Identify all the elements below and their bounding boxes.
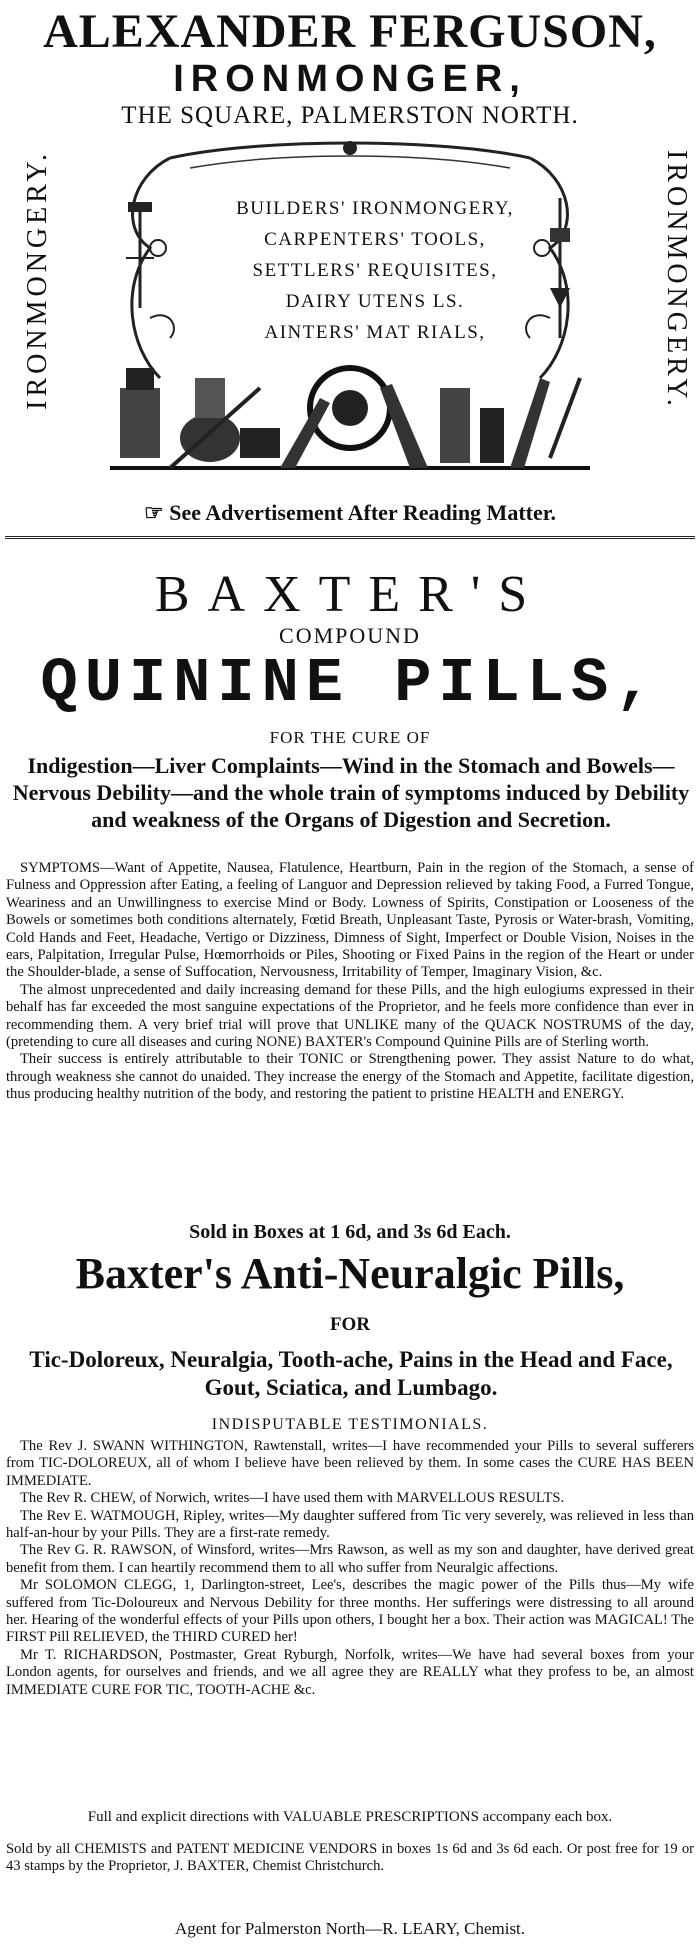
- for-the-cure-label: FOR THE CURE OF: [269, 728, 431, 747]
- ironmongery-engraving-frame: [110, 138, 590, 478]
- section-divider: [5, 536, 695, 539]
- quinine-body: [6, 860, 694, 1104]
- baxters-heading: BAXTER'S: [154, 566, 546, 623]
- trade-item: AINTERS' MAT RIALS,: [264, 322, 486, 343]
- quinine-pills-title: QUININE PILLS,: [40, 648, 660, 719]
- ferguson-trade: IRONMONGER,: [173, 58, 527, 100]
- trade-item: DAIRY UTENS LS.: [285, 291, 465, 312]
- trade-item: BUILDERS' IRONMONGERY,: [236, 198, 514, 219]
- neuralgic-conditions: Tic-Doloreux, Neuralgia, Tooth-ache, Pains in the Head and Face, Gout, Sciatica, and Lumbago.: [29, 1347, 673, 1400]
- testimonial: Mr T. RICHARDSON, Postmaster, Great Ryburgh, Norfolk, writes—We have had several boxes from your London agents, for ourselves and friends, and we all agree they are REALLY what they profess to be, an almost IMMEDIATE CURE FOR TIC, TOOTH-ACHE &c.: [6, 1646, 694, 1698]
- quinine-lead-text: Indigestion—Liver Complaints—Wind in the Stomach and Bowels—Nervous Debility—and the whole train of symptoms induced by Debility and weakness of the Organs of Digestion and Secretion.: [12, 753, 690, 832]
- symptoms-paragraph: SYMPTOMS—Want of Appetite, Nausea, Flatulence, Heartburn, Pain in the region of the Stomach, a sense of Fulness and Oppression after Eating, a feeling of Languor and Depression relieved by taking Food, a Furred Tongue, Weariness and an Unwillingness to exercise Mind or Body. Lowness of Spirits, Constipation or Looseness of the Bowels or sometimes both conditions alternately, Fœtid Breath, Unpleasant Taste, Pyrosis or Water-brash, Vomiting, Cold Hands and Feet, Headache, Vertigo or Dizziness, Dimness of Sight, Imperfect or Double Vision, Noises in the ears, Palpitation, Irregular Pulse, Hœmorrhoids or Piles, Shooting or Fixed Pains in the region of the Heart or under the Shoulder-blade, a sense of Suffocation, Nervousness, Irritability of Temper, Imaginary Vision, &c.: [6, 860, 694, 981]
- compound-label: COMPOUND: [279, 623, 421, 648]
- testimonial: The Rev G. R. RAWSON, of Winsford, writes—Mrs Rawson, as well as my son and daughter, have derived great benefit from them. I can heartily recommend them to all who suffer from Neuralgic affections.: [6, 1542, 694, 1576]
- anti-neuralgic-title: Baxter's Anti-Neuralgic Pills,: [75, 1249, 625, 1298]
- quinine-price: Sold in Boxes at 1 6d, and 3s 6d Each.: [189, 1221, 511, 1243]
- side-label-right: IRONMONGERY.: [661, 150, 692, 410]
- testimonials-list: [6, 1438, 694, 1699]
- side-label-left: IRONMONGERY.: [22, 150, 53, 410]
- ferguson-address: THE SQUARE, PALMERSTON NORTH.: [121, 102, 579, 129]
- sold-by-note: Sold by all CHEMISTS and PATENT MEDICINE VENDORS in boxes 1s 6d and 3s 6d each. Or post free for 19 or 43 stamps by the Proprietor, J. BAXTER, Chemist Christchurch.: [6, 1841, 694, 1875]
- testimonials-heading: INDISPUTABLE TESTIMONIALS.: [211, 1416, 489, 1433]
- trade-item: CARPENTERS' TOOLS,: [264, 229, 486, 250]
- directions-note: Full and explicit directions with VALUABLE PRESCRIPTIONS accompany each box.: [87, 1809, 613, 1825]
- demand-paragraph: The almost unprecedented and daily increasing demand for these Pills, and the high eulogiums expressed in their behalf has far exceeded the most sanguine expectations of the Proprietor, and he feels more confidence than ever in recommending them. A very brief trial will prove that UNLIKE many of the QUACK NOSTRUMS of the day, (pretending to cure all diseases and curing NONE) BAXTER's Compound Quinine Pills are of Sterling worth.: [6, 981, 694, 1051]
- for-label: FOR: [329, 1314, 371, 1335]
- testimonial: The Rev E. WATMOUGH, Ripley, writes—My daughter suffered from Tic very severely, was relieved in less than half-an-hour by your Pills. They are a first-rate remedy.: [6, 1507, 694, 1542]
- see-advertisement-notice: ☞ See Advertisement After Reading Matter.: [144, 500, 556, 525]
- ferguson-name: ALEXANDER FERGUSON,: [43, 5, 657, 58]
- agent-line: Agent for Palmerston North—R. LEARY, Chemist.: [174, 1919, 526, 1938]
- testimonial: Mr SOLOMON CLEGG, 1, Darlington-street, Lee's, describes the magic power of the Pills thus—My wife suffered from Tic-Doloureux and Nervous Debility for three months. Her sufferings were distressing to all around her. Hearing of the wonderful effects of your Pills upon others, I bought her a box. Their action was MAGICAL! The FIRST Pill RELIEVED, the THIRD CURED her!: [6, 1577, 694, 1646]
- success-paragraph: Their success is entirely attributable to their TONIC or Strengthening power. They assist Nature to do what, through weakness she cannot do unaided. They increase the energy of the Stomach and Appetite, facilitate digestion, thus producing healthy nutrition of the body, and restoring the patient to pristine HEALTH and ENERGY.: [6, 1051, 694, 1103]
- testimonial: The Rev R. CHEW, of Norwich, writes—I have used them with MARVELLOUS RESULTS.: [20, 1490, 565, 1507]
- testimonial: The Rev J. SWANN WITHINGTON, Rawtenstall, writes—I have recommended your Pills to several sufferers from TIC-DOLOREUX, all of whom I believe have been relieved by them. In some cases the CURE HAS BEEN IMMEDIATE.: [6, 1438, 694, 1489]
- trade-items-list: [200, 193, 550, 348]
- trade-item: SETTLERS' REQUISITES,: [252, 260, 498, 281]
